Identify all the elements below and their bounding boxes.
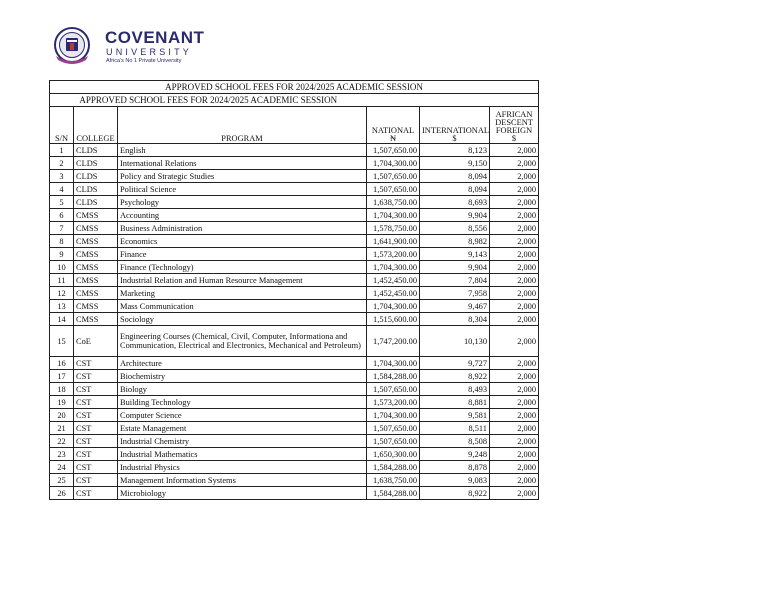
cell-national: 1,704,300.00 xyxy=(367,357,420,370)
cell-college: CLDS xyxy=(74,196,118,209)
cell-national: 1,507,650.00 xyxy=(367,422,420,435)
header-national-label: NATIONAL xyxy=(371,126,415,135)
cell-national: 1,638,750.00 xyxy=(367,196,420,209)
table-row xyxy=(50,209,539,222)
cell-college: CST xyxy=(74,487,118,500)
table-row xyxy=(50,144,539,157)
cell-sn: 25 xyxy=(50,474,74,487)
cell-national: 1,704,300.00 xyxy=(367,157,420,170)
table-row xyxy=(50,274,539,287)
cell-national: 1,507,650.00 xyxy=(367,435,420,448)
cell-african: 2,000 xyxy=(490,396,539,409)
header-college: COLLEGE xyxy=(74,107,118,144)
cell-college: CMSS xyxy=(74,261,118,274)
cell-african: 2,000 xyxy=(490,435,539,448)
cell-international: 9,727 xyxy=(420,357,490,370)
cell-sn: 3 xyxy=(50,170,74,183)
cell-program: Finance (Technology) xyxy=(118,261,367,274)
cell-college: CLDS xyxy=(74,170,118,183)
cell-college: CMSS xyxy=(74,274,118,287)
cell-international: 9,150 xyxy=(420,157,490,170)
cell-program: Sociology xyxy=(118,313,367,326)
cell-sn: 20 xyxy=(50,409,74,422)
cell-international: 9,904 xyxy=(420,261,490,274)
cell-college: CST xyxy=(74,383,118,396)
cell-college: CoE xyxy=(74,326,118,357)
cell-international: 8,881 xyxy=(420,396,490,409)
cell-sn: 4 xyxy=(50,183,74,196)
cell-national: 1,704,300.00 xyxy=(367,209,420,222)
table-row xyxy=(50,183,539,196)
cell-program: Mass Communication xyxy=(118,300,367,313)
header-national xyxy=(367,107,420,144)
table-row xyxy=(50,396,539,409)
cell-sn: 21 xyxy=(50,422,74,435)
cell-college: CST xyxy=(74,448,118,461)
cell-sn: 24 xyxy=(50,461,74,474)
cell-program: Marketing xyxy=(118,287,367,300)
cell-african: 2,000 xyxy=(490,222,539,235)
table-row xyxy=(50,326,539,357)
cell-african: 2,000 xyxy=(490,248,539,261)
cell-national: 1,507,650.00 xyxy=(367,183,420,196)
cell-program: Psychology xyxy=(118,196,367,209)
cell-program: Industrial Chemistry xyxy=(118,435,367,448)
cell-african: 2,000 xyxy=(490,326,539,357)
cell-african: 2,000 xyxy=(490,144,539,157)
header-international-unit: $ xyxy=(452,134,457,143)
table-row xyxy=(50,409,539,422)
cell-program: Political Science xyxy=(118,183,367,196)
cell-program: Biochemistry xyxy=(118,370,367,383)
cell-sn: 19 xyxy=(50,396,74,409)
table-row xyxy=(50,435,539,448)
cell-national: 1,515,600.00 xyxy=(367,313,420,326)
cell-national: 1,584,288.00 xyxy=(367,370,420,383)
cell-international: 8,493 xyxy=(420,383,490,396)
cell-college: CLDS xyxy=(74,157,118,170)
cell-international: 9,248 xyxy=(420,448,490,461)
header-national-unit: ₦ xyxy=(389,134,397,143)
cell-program: Accounting xyxy=(118,209,367,222)
cell-national: 1,641,900.00 xyxy=(367,235,420,248)
cell-college: CMSS xyxy=(74,209,118,222)
cell-college: CST xyxy=(74,357,118,370)
cell-college: CST xyxy=(74,461,118,474)
cell-program: English xyxy=(118,144,367,157)
cell-sn: 8 xyxy=(50,235,74,248)
cell-college: CST xyxy=(74,474,118,487)
cell-international: 8,922 xyxy=(420,370,490,383)
cell-international: 9,083 xyxy=(420,474,490,487)
cell-national: 1,573,200.00 xyxy=(367,248,420,261)
cell-sn: 23 xyxy=(50,448,74,461)
table-row xyxy=(50,448,539,461)
cell-sn: 16 xyxy=(50,357,74,370)
cell-college: CLDS xyxy=(74,183,118,196)
fees-table xyxy=(49,80,539,500)
cell-program: Building Technology xyxy=(118,396,367,409)
cell-college: CMSS xyxy=(74,235,118,248)
cell-international: 9,904 xyxy=(420,209,490,222)
cell-college: CST xyxy=(74,396,118,409)
cell-sn: 9 xyxy=(50,248,74,261)
table-row xyxy=(50,235,539,248)
cell-sn: 2 xyxy=(50,157,74,170)
cell-program: International Relations xyxy=(118,157,367,170)
cell-international: 8,693 xyxy=(420,196,490,209)
cell-national: 1,507,650.00 xyxy=(367,144,420,157)
cell-program: Microbiology xyxy=(118,487,367,500)
header-african-descent xyxy=(490,107,539,144)
table-row xyxy=(50,461,539,474)
cell-national: 1,747,200.00 xyxy=(367,326,420,357)
cell-sn: 17 xyxy=(50,370,74,383)
cell-national: 1,584,288.00 xyxy=(367,461,420,474)
fee-rows xyxy=(50,144,539,500)
cell-african: 2,000 xyxy=(490,357,539,370)
cell-college: CMSS xyxy=(74,300,118,313)
cell-african: 2,000 xyxy=(490,235,539,248)
cell-national: 1,507,650.00 xyxy=(367,170,420,183)
cell-african: 2,000 xyxy=(490,196,539,209)
table-title-row xyxy=(50,81,539,94)
cell-sn: 26 xyxy=(50,487,74,500)
cell-national: 1,704,300.00 xyxy=(367,409,420,422)
cell-program: Industrial Physics xyxy=(118,461,367,474)
table-row xyxy=(50,287,539,300)
cell-national: 1,452,450.00 xyxy=(367,274,420,287)
cell-international: 8,508 xyxy=(420,435,490,448)
cell-international: 8,094 xyxy=(420,183,490,196)
cell-program: Industrial Mathematics xyxy=(118,448,367,461)
table-row xyxy=(50,474,539,487)
table-row xyxy=(50,487,539,500)
cell-sn: 14 xyxy=(50,313,74,326)
cell-program: Computer Science xyxy=(118,409,367,422)
cell-program: Policy and Strategic Studies xyxy=(118,170,367,183)
cell-african: 2,000 xyxy=(490,209,539,222)
cell-african: 2,000 xyxy=(490,461,539,474)
cell-sn: 5 xyxy=(50,196,74,209)
cell-national: 1,638,750.00 xyxy=(367,474,420,487)
header-african-label: AFRICAN DESCENT FOREIGN xyxy=(495,110,533,135)
cell-program: Business Administration xyxy=(118,222,367,235)
cell-national: 1,507,650.00 xyxy=(367,383,420,396)
cell-african: 2,000 xyxy=(490,183,539,196)
cell-college: CST xyxy=(74,370,118,383)
cell-international: 8,304 xyxy=(420,313,490,326)
table-row xyxy=(50,157,539,170)
cell-sn: 11 xyxy=(50,274,74,287)
cell-international: 8,094 xyxy=(420,170,490,183)
cell-international: 8,556 xyxy=(420,222,490,235)
header-program: PROGRAM xyxy=(118,107,367,144)
header-international xyxy=(420,107,490,144)
table-title: APPROVED SCHOOL FEES FOR 2024/2025 ACADEMIC SESSION xyxy=(50,81,539,94)
cell-international: 10,130 xyxy=(420,326,490,357)
cell-program: Estate Management xyxy=(118,422,367,435)
cell-international: 8,511 xyxy=(420,422,490,435)
cell-sn: 13 xyxy=(50,300,74,313)
cell-international: 9,581 xyxy=(420,409,490,422)
table-title-row xyxy=(50,94,539,107)
header-international-label: INTERNATIONAL xyxy=(422,126,489,135)
cell-african: 2,000 xyxy=(490,313,539,326)
cell-national: 1,704,300.00 xyxy=(367,261,420,274)
cell-program: Engineering Courses (Chemical, Civil, Computer, Informationa and Communication, Electrical and Electronics, Mechanical and Petroleum) xyxy=(118,326,367,357)
cell-sn: 12 xyxy=(50,287,74,300)
cell-african: 2,000 xyxy=(490,300,539,313)
table-row xyxy=(50,248,539,261)
brand-tagline: Africa's No 1 Private University xyxy=(106,58,182,64)
cell-international: 8,878 xyxy=(420,461,490,474)
cell-national: 1,704,300.00 xyxy=(367,300,420,313)
cell-college: CST xyxy=(74,435,118,448)
cell-african: 2,000 xyxy=(490,287,539,300)
cell-international: 8,982 xyxy=(420,235,490,248)
cell-sn: 6 xyxy=(50,209,74,222)
cell-national: 1,650,300.00 xyxy=(367,448,420,461)
cell-international: 8,123 xyxy=(420,144,490,157)
university-seal-icon xyxy=(52,26,92,66)
cell-african: 2,000 xyxy=(490,448,539,461)
cell-program: Management Information Systems xyxy=(118,474,367,487)
table-header-row xyxy=(50,107,539,144)
table-row xyxy=(50,370,539,383)
cell-national: 1,578,750.00 xyxy=(367,222,420,235)
cell-national: 1,452,450.00 xyxy=(367,287,420,300)
table-subtitle: APPROVED SCHOOL FEES FOR 2024/2025 ACADEMIC SESSION xyxy=(50,94,367,107)
cell-program: Architecture xyxy=(118,357,367,370)
table-row xyxy=(50,383,539,396)
cell-african: 2,000 xyxy=(490,170,539,183)
table-row xyxy=(50,170,539,183)
cell-african: 2,000 xyxy=(490,383,539,396)
cell-sn: 18 xyxy=(50,383,74,396)
cell-international: 7,958 xyxy=(420,287,490,300)
cell-program: Biology xyxy=(118,383,367,396)
cell-college: CST xyxy=(74,409,118,422)
cell-african: 2,000 xyxy=(490,409,539,422)
table-row xyxy=(50,222,539,235)
cell-college: CMSS xyxy=(74,248,118,261)
cell-african: 2,000 xyxy=(490,274,539,287)
cell-program: Economics xyxy=(118,235,367,248)
cell-college: CST xyxy=(74,422,118,435)
cell-international: 9,143 xyxy=(420,248,490,261)
brand-subtitle: UNIVERSITY xyxy=(106,47,193,57)
cell-national: 1,584,288.00 xyxy=(367,487,420,500)
cell-sn: 10 xyxy=(50,261,74,274)
cell-sn: 22 xyxy=(50,435,74,448)
cell-african: 2,000 xyxy=(490,157,539,170)
table-row xyxy=(50,261,539,274)
cell-national: 1,573,200.00 xyxy=(367,396,420,409)
table-subtitle-blank xyxy=(367,94,539,107)
cell-african: 2,000 xyxy=(490,370,539,383)
table-row xyxy=(50,313,539,326)
cell-program: Industrial Relation and Human Resource Management xyxy=(118,274,367,287)
cell-college: CLDS xyxy=(74,144,118,157)
cell-college: CMSS xyxy=(74,313,118,326)
cell-college: CMSS xyxy=(74,222,118,235)
cell-african: 2,000 xyxy=(490,474,539,487)
university-logo xyxy=(50,26,220,72)
cell-sn: 15 xyxy=(50,326,74,357)
cell-program: Finance xyxy=(118,248,367,261)
cell-sn: 7 xyxy=(50,222,74,235)
table-row xyxy=(50,196,539,209)
cell-international: 7,804 xyxy=(420,274,490,287)
header-sn: S/N xyxy=(50,107,74,144)
header-african-unit: $ xyxy=(511,134,517,143)
cell-african: 2,000 xyxy=(490,261,539,274)
brand-name: COVENANT xyxy=(105,28,205,47)
table-row xyxy=(50,357,539,370)
cell-african: 2,000 xyxy=(490,487,539,500)
cell-african: 2,000 xyxy=(490,422,539,435)
cell-college: CMSS xyxy=(74,287,118,300)
cell-sn: 1 xyxy=(50,144,74,157)
table-row xyxy=(50,300,539,313)
cell-international: 9,467 xyxy=(420,300,490,313)
table-row xyxy=(50,422,539,435)
cell-international: 8,922 xyxy=(420,487,490,500)
